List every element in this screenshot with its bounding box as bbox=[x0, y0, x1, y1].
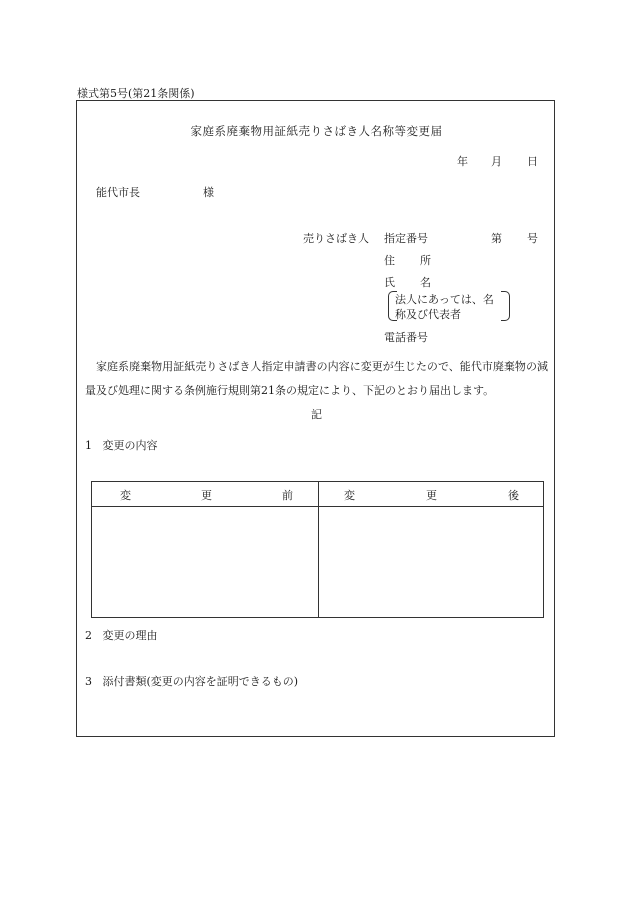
right-bracket bbox=[501, 291, 510, 321]
form-title: 家庭系廃棄物用証紙売りさばき人名称等変更届 bbox=[190, 124, 443, 138]
addressee-name: 能代市長 bbox=[96, 186, 140, 199]
corporate-note bbox=[388, 291, 510, 321]
name-label-1: 氏 bbox=[384, 276, 395, 289]
corporate-note-line-1: 法人にあっては、名 bbox=[395, 293, 494, 306]
date-month-label: 月 bbox=[491, 155, 502, 168]
change-details-table bbox=[91, 481, 544, 618]
phone-label: 電話番号 bbox=[384, 331, 428, 344]
date-day-label: 日 bbox=[527, 155, 538, 168]
item-1-number: 1 bbox=[85, 439, 92, 452]
form-frame bbox=[76, 100, 555, 737]
designation-number-label: 指定番号 bbox=[384, 232, 428, 245]
corporate-note-line-2: 称及び代表者 bbox=[395, 308, 461, 321]
item-2 bbox=[85, 627, 158, 643]
after-cell[interactable] bbox=[319, 507, 545, 618]
item-1-label: 変更の内容 bbox=[102, 439, 158, 452]
header-after-char-1: 変 bbox=[344, 489, 355, 502]
header-before-char-3: 前 bbox=[282, 489, 293, 502]
notification-body-text: 家庭系廃棄物用証紙売りさばき人指定申請書の内容に変更が生じたので、能代市廃棄物の減量及び処理に関する条例施行規則第21条の規定により、下記のとおり届出します。 bbox=[85, 360, 548, 397]
address-label-2: 所 bbox=[420, 254, 431, 267]
item-2-number: 2 bbox=[85, 629, 92, 642]
header-before-char-1: 変 bbox=[120, 489, 131, 502]
name-label-2: 名 bbox=[420, 276, 431, 289]
header-after-char-3: 後 bbox=[508, 489, 519, 502]
item-3 bbox=[85, 673, 298, 689]
applicant-role: 売りさばき人 bbox=[303, 232, 369, 245]
before-cell[interactable] bbox=[92, 507, 318, 618]
form-number-label: 様式第5号(第21条関係) bbox=[77, 87, 195, 100]
number-prefix: 第 bbox=[491, 232, 502, 245]
addressee-honorific: 様 bbox=[203, 186, 214, 199]
item-2-label: 変更の理由 bbox=[102, 629, 158, 642]
item-3-label: 添付書類(変更の内容を証明できるもの) bbox=[102, 675, 299, 688]
addressee bbox=[96, 184, 214, 200]
date-year-label: 年 bbox=[457, 155, 468, 168]
header-after-char-2: 更 bbox=[426, 489, 437, 502]
item-1 bbox=[85, 437, 158, 453]
address-label-1: 住 bbox=[384, 254, 395, 267]
number-suffix: 号 bbox=[527, 232, 538, 245]
ki-heading: 記 bbox=[311, 408, 322, 421]
item-3-number: 3 bbox=[85, 675, 92, 688]
header-before-char-2: 更 bbox=[201, 489, 212, 502]
